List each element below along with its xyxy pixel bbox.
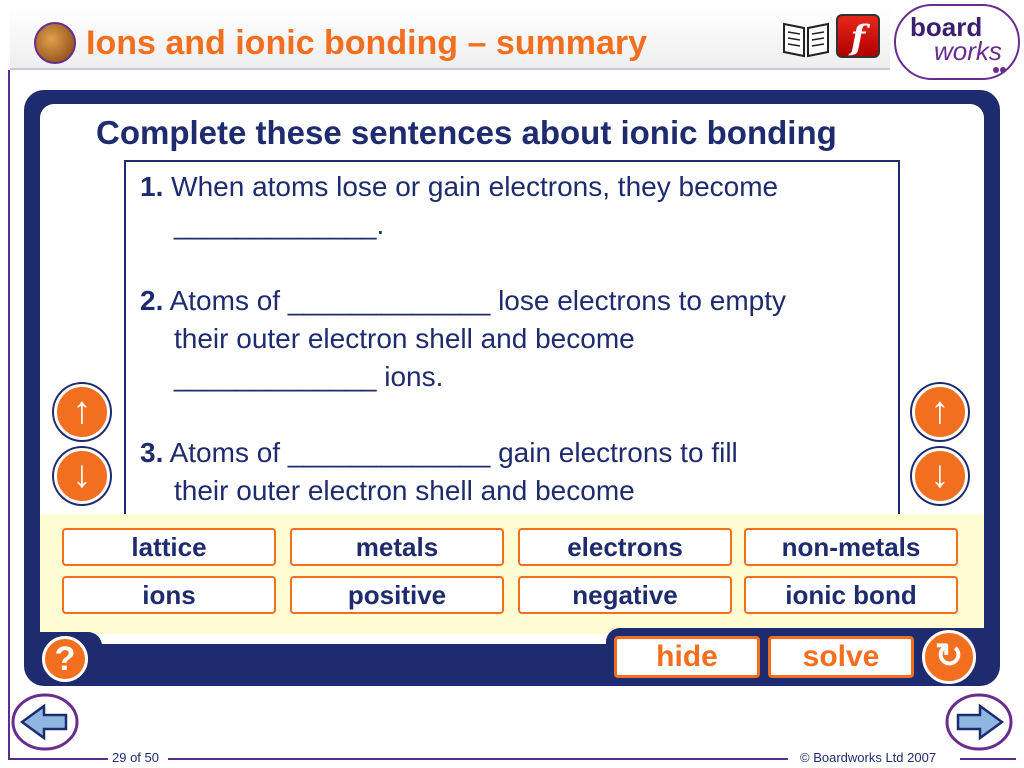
sentence-number: 2. <box>140 285 164 316</box>
word-tile[interactable]: lattice <box>62 528 276 566</box>
page-number: 29 of 50 <box>112 750 159 765</box>
word-tile[interactable]: negative <box>518 576 732 614</box>
sentence-scroll-box[interactable] <box>124 160 900 540</box>
sentence-2 <box>140 282 786 320</box>
frame-bottom-line <box>8 758 108 760</box>
frame-bottom-line <box>960 758 1016 760</box>
word-bank <box>40 514 984 634</box>
slide-title: Ions and ionic bonding – summary <box>86 24 648 62</box>
topic-badge-icon <box>34 22 76 64</box>
frame-bottom-line <box>168 758 788 760</box>
sentence-number: 3. <box>140 437 164 468</box>
sentence-text: When atoms lose or gain electrons, they become <box>171 171 779 202</box>
word-tile[interactable]: metals <box>290 528 504 566</box>
boardworks-logo <box>894 4 1020 80</box>
scroll-down-button-right[interactable]: ↓ <box>912 448 968 504</box>
solve-button[interactable]: solve <box>768 636 914 678</box>
previous-slide-button[interactable] <box>10 692 80 752</box>
next-slide-button[interactable] <box>944 692 1014 752</box>
help-panel <box>32 632 102 684</box>
word-tile[interactable]: positive <box>290 576 504 614</box>
sentence-2-line2: their outer electron shell and become <box>174 323 635 354</box>
frame-left-line <box>8 70 10 760</box>
sentence-3-line2: their outer electron shell and become <box>174 475 635 506</box>
copyright-text: © Boardworks Ltd 2007 <box>800 750 937 765</box>
slide-header <box>10 6 890 70</box>
hide-button[interactable]: hide <box>614 636 760 678</box>
help-button[interactable]: ? <box>42 636 88 682</box>
reset-button[interactable]: ↻ <box>922 630 976 684</box>
sentence-1 <box>140 168 778 206</box>
activity-content <box>40 104 984 644</box>
logo-dots-icon <box>992 60 1010 72</box>
sentence-3 <box>140 434 738 472</box>
scroll-down-button-left[interactable]: ↓ <box>54 448 110 504</box>
logo-text-bottom: works <box>934 36 1002 66</box>
flash-player-icon[interactable]: f <box>836 14 880 58</box>
control-bar <box>606 628 986 684</box>
sentence-text: Atoms of _____________ lose electrons to empty <box>169 285 786 316</box>
scroll-up-button-left[interactable]: ↑ <box>54 384 110 440</box>
word-tile[interactable]: electrons <box>518 528 732 566</box>
glossary-book-icon[interactable] <box>780 16 832 60</box>
activity-panel <box>24 90 1000 686</box>
activity-heading: Complete these sentences about ionic bonding <box>96 114 837 151</box>
sentence-1-line2[interactable]: _____________. <box>174 209 385 240</box>
word-tile[interactable]: non-metals <box>744 528 958 566</box>
sentence-number: 1. <box>140 171 164 202</box>
logo-text-top: board <box>910 12 983 42</box>
word-tile[interactable]: ions <box>62 576 276 614</box>
scroll-up-button-right[interactable]: ↑ <box>912 384 968 440</box>
sentence-text: Atoms of _____________ gain electrons to fill <box>169 437 738 468</box>
sentence-2-line3[interactable]: _____________ ions. <box>174 361 444 392</box>
word-tile[interactable]: ionic bond <box>744 576 958 614</box>
